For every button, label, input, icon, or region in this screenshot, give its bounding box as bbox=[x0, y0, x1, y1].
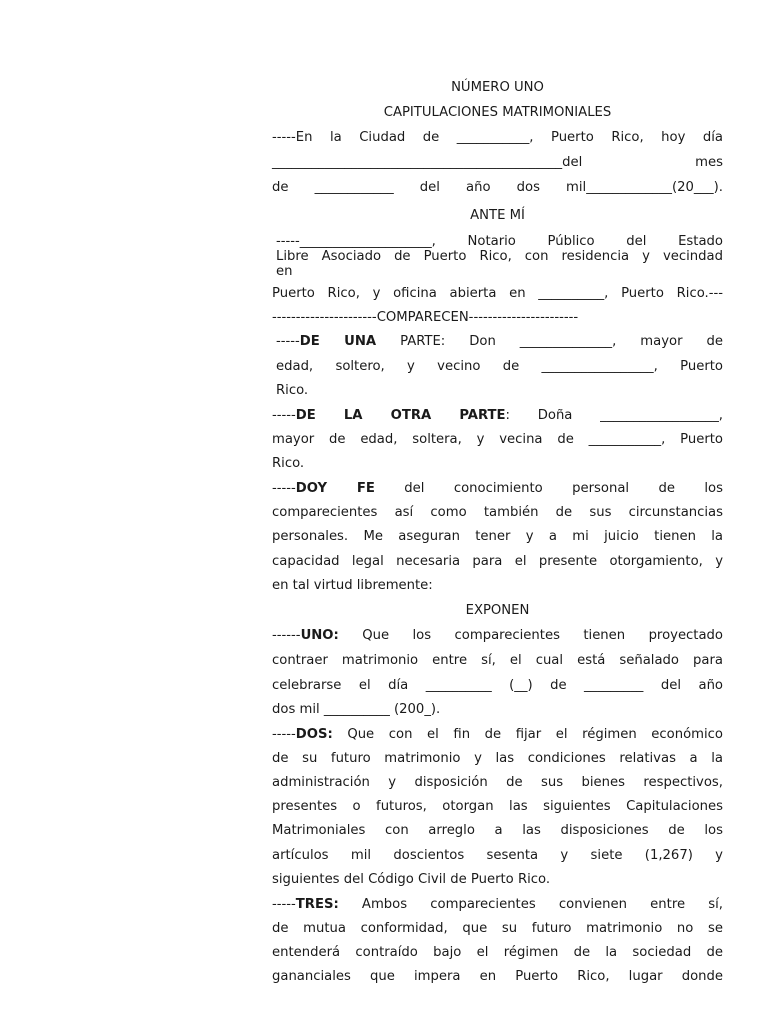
doy-fe-line-3: personales. Me aseguran tener y a mi juicio tienen la bbox=[272, 529, 723, 544]
uno-line-2: contraer matrimonio entre sí, el cual está señalado para bbox=[272, 653, 723, 668]
notario-line-4: Puerto Rico, y oficina abierta en __________, Puerto Rico.--- bbox=[272, 286, 723, 301]
uno-line-3: celebrarse el día __________ (__) de _________ del año bbox=[272, 678, 723, 693]
uno-line-1 bbox=[272, 628, 723, 644]
comparecen-heading: ----------------------COMPARECEN----------------------- bbox=[272, 310, 579, 325]
dos-line-2: de su futuro matrimonio y las condiciones relativas a la bbox=[272, 751, 723, 766]
intro-line-3: de ____________ del año dos mil_____________(20___). bbox=[272, 180, 723, 195]
uno-prefix: ------ bbox=[272, 628, 301, 643]
de-una-label: DE UNA bbox=[299, 334, 377, 349]
de-una-prefix: ----- bbox=[276, 334, 300, 349]
dos-label: DOS: bbox=[295, 727, 333, 742]
intro-line-1: -----En la Ciudad de ___________, Puerto Rico, hoy día bbox=[272, 130, 723, 145]
dos-line-5: Matrimoniales con arreglo a las disposiciones de los bbox=[272, 823, 723, 838]
tres-label: TRES: bbox=[295, 897, 339, 912]
doy-fe-rest: del conocimiento personal de los bbox=[374, 481, 723, 496]
de-una-line-2: edad, soltero, y vecino de _________________, Puerto bbox=[276, 359, 723, 374]
tres-line-2: de mutua conformidad, que su futuro matrimonio no se bbox=[272, 921, 723, 936]
uno-label: UNO: bbox=[300, 628, 339, 643]
otra-parte-line-2: mayor de edad, soltera, y vecina de ___________, Puerto bbox=[272, 432, 723, 447]
otra-parte-line-1 bbox=[272, 408, 723, 424]
notario-line-3: en bbox=[276, 264, 293, 279]
dos-line-1 bbox=[272, 727, 723, 743]
de-una-rest: PARTE: Don ______________, mayor de bbox=[376, 334, 723, 349]
intro-line-2: ____________________________________________del mes bbox=[272, 155, 723, 170]
doy-fe-line-2: comparecientes así como también de sus circunstancias bbox=[272, 505, 723, 520]
otra-parte-prefix: ----- bbox=[272, 408, 296, 423]
otra-parte-label: DE LA OTRA PARTE bbox=[295, 408, 506, 423]
dos-line-6: artículos mil doscientos sesenta y siete (1,267) y bbox=[272, 848, 723, 863]
de-una-line-1 bbox=[276, 334, 723, 350]
notario-line-2: Libre Asociado de Puerto Rico, con residencia y vecindad bbox=[276, 249, 723, 264]
ante-mi-heading: ANTE MÍ bbox=[470, 208, 525, 223]
doy-fe-line-4: capacidad legal necesaria para el presente otorgamiento, y bbox=[272, 554, 723, 569]
document-title: NÚMERO UNO bbox=[451, 80, 544, 95]
tres-line-4: gananciales que impera en Puerto Rico, lugar donde bbox=[272, 969, 723, 984]
dos-line-7: siguientes del Código Civil de Puerto Rico. bbox=[272, 872, 551, 887]
otra-parte-line-3: Rico. bbox=[272, 456, 305, 471]
tres-line-3: entenderá contraído bajo el régimen de la sociedad de bbox=[272, 945, 723, 960]
tres-rest: Ambos comparecientes convienen entre sí, bbox=[338, 897, 723, 912]
doy-fe-label: DOY FE bbox=[295, 481, 375, 496]
dos-prefix: ----- bbox=[272, 727, 296, 742]
de-una-line-3: Rico. bbox=[276, 383, 309, 398]
dos-line-4: presentes o futuros, otorgan las siguientes Capitulaciones bbox=[272, 799, 723, 814]
doy-fe-prefix: ----- bbox=[272, 481, 296, 496]
doy-fe-line-1 bbox=[272, 481, 723, 497]
tres-prefix: ----- bbox=[272, 897, 296, 912]
notario-line-1: -----____________________, Notario Público del Estado bbox=[276, 234, 723, 249]
dos-line-3: administración y disposición de sus bienes respectivos, bbox=[272, 775, 723, 790]
uno-rest: Que los comparecientes tienen proyectado bbox=[338, 628, 723, 643]
tres-line-1 bbox=[272, 897, 723, 913]
doy-fe-line-5: en tal virtud libremente: bbox=[272, 578, 433, 593]
dos-rest: Que con el fin de fijar el régimen económico bbox=[332, 727, 723, 742]
document-subtitle: CAPITULACIONES MATRIMONIALES bbox=[383, 105, 612, 120]
exponen-heading: EXPONEN bbox=[465, 603, 530, 618]
uno-line-4: dos mil __________ (200_). bbox=[272, 702, 441, 717]
otra-parte-rest: : Doña __________________, bbox=[505, 408, 723, 423]
